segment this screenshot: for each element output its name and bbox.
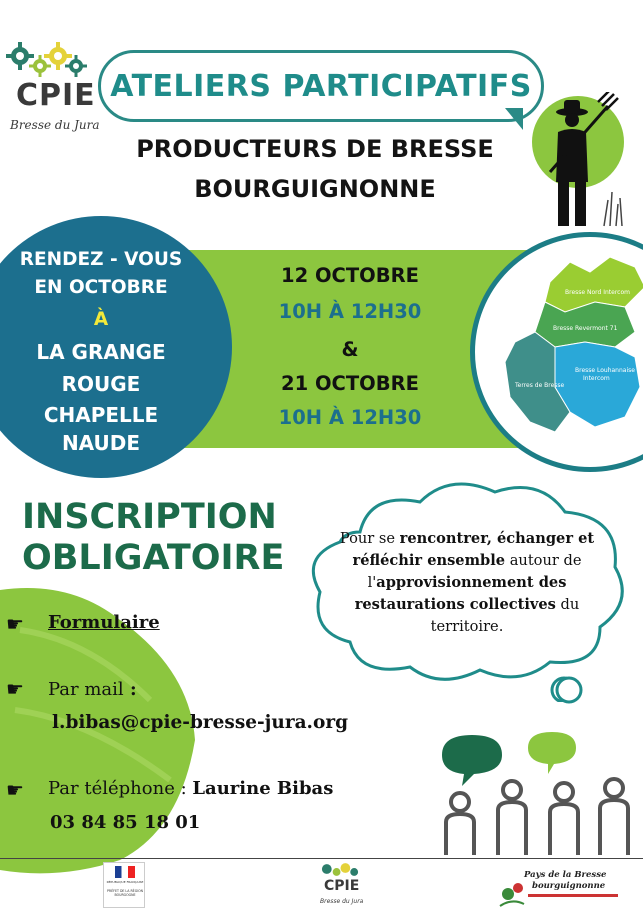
gears-icon xyxy=(318,860,362,880)
map-label-1: Bresse Nord Intercom xyxy=(565,289,630,296)
email-link[interactable]: l.bibas@cpie-bresse-jura.org xyxy=(52,712,349,733)
cloud-text-bold: rencontrer, échanger et xyxy=(399,530,595,547)
cloud-line1 xyxy=(322,528,612,550)
cloud-text-bold: restaurations collectives xyxy=(354,596,556,613)
subtitle-line2: BOURGUIGNONNE xyxy=(194,175,436,203)
phone-number[interactable]: 03 84 85 18 01 xyxy=(50,812,201,833)
rendezvous-line2: EN OCTOBRE xyxy=(34,277,168,298)
people-discussion-illustration xyxy=(432,730,642,855)
farmer-icon xyxy=(528,92,638,232)
subtitle-line1: PRODUCTEURS DE BRESSE xyxy=(136,135,494,163)
cpie-footer-logo xyxy=(318,860,362,910)
cloud-line4 xyxy=(322,594,612,616)
cloud-text-part: l' xyxy=(367,574,377,591)
time-2: 10H À 12H30 xyxy=(278,406,422,429)
prefet-logo xyxy=(103,862,145,908)
cloud-text-bold: réfléchir ensemble xyxy=(352,552,506,569)
phone-label xyxy=(48,778,333,799)
phone-label-sep: : xyxy=(174,778,193,799)
date-2: 21 OCTOBRE xyxy=(281,372,419,395)
cloud-line5 xyxy=(322,616,612,638)
date-1: 12 OCTOBRE xyxy=(281,264,419,287)
map-label-3: Bresse Louhannaise xyxy=(575,367,635,374)
inscription-line1: INSCRIPTION xyxy=(22,497,277,537)
prefet-text: PRÉFET DE LA RÉGION BOURGOGNE xyxy=(106,889,143,897)
cloud-text xyxy=(322,528,612,638)
map-icon xyxy=(475,237,643,467)
map-label-2: Bresse Revermont 71 xyxy=(553,325,618,332)
cloud-text-part: territoire. xyxy=(430,618,504,635)
contact-person: Laurine Bibas xyxy=(192,778,334,799)
cpie-footer-tagline: Bresse du Jura xyxy=(320,898,364,905)
rendezvous-line5: ROUGE xyxy=(61,372,141,396)
rendezvous-line1: RENDEZ - VOUS xyxy=(19,249,183,270)
republique-text: RÉPUBLIQUE FRANÇAISE xyxy=(106,880,144,884)
mail-label-text: Par mail xyxy=(48,679,124,700)
cpie-footer-name: CPIE xyxy=(324,878,360,894)
rendezvous-line4: LA GRANGE xyxy=(36,340,166,364)
mail-label xyxy=(48,679,137,700)
mail-label-sep: : xyxy=(123,679,137,700)
farmer-illustration xyxy=(528,92,638,232)
pays-bresse-line2: bourguignonne xyxy=(532,881,606,891)
dates-and: & xyxy=(341,338,359,361)
cpie-logo xyxy=(2,38,100,138)
cloud-line2 xyxy=(322,550,612,572)
cloud-text-part: autour de xyxy=(505,552,582,569)
pays-bresse-line1: Pays de la Bresse xyxy=(524,870,607,880)
time-1: 10H À 12H30 xyxy=(278,300,422,323)
pays-bresse-icon xyxy=(496,868,526,908)
map-label-4: Intercom xyxy=(583,375,610,382)
title-bubble xyxy=(98,50,544,122)
map-label-5: Terres de Bresse xyxy=(515,382,565,389)
cpie-logo-tagline: Bresse du Jura xyxy=(10,118,100,132)
pays-bresse-logo xyxy=(496,862,626,908)
phone-label-text: Par téléphone xyxy=(48,778,175,799)
form-link[interactable]: Formulaire xyxy=(48,612,160,633)
cloud-text-bold: approvisionnement des xyxy=(376,574,567,591)
pointing-hand-icon: ☛ xyxy=(6,677,24,701)
pays-bresse-underline xyxy=(528,894,618,897)
small-thought-circle xyxy=(554,675,584,705)
rendezvous-line6: CHAPELLE NAUDE xyxy=(43,403,159,455)
cpie-logo-name: CPIE xyxy=(16,78,96,113)
inscription-line2: OBLIGATOIRE xyxy=(22,538,285,578)
cloud-text-part: du xyxy=(555,596,580,613)
footer-divider xyxy=(0,858,643,859)
tricolor-flag xyxy=(115,866,135,878)
pointing-hand-icon: ☛ xyxy=(6,612,24,636)
cloud-text-part: Pour se xyxy=(339,530,400,547)
territory-map xyxy=(470,232,643,472)
page-title: ATELIERS PARTICIPATIFS xyxy=(110,68,532,104)
title-bubble-tail xyxy=(505,108,523,130)
cloud-line3 xyxy=(322,572,612,594)
rendezvous-line3: À xyxy=(93,309,109,330)
pointing-hand-icon: ☛ xyxy=(6,778,24,802)
